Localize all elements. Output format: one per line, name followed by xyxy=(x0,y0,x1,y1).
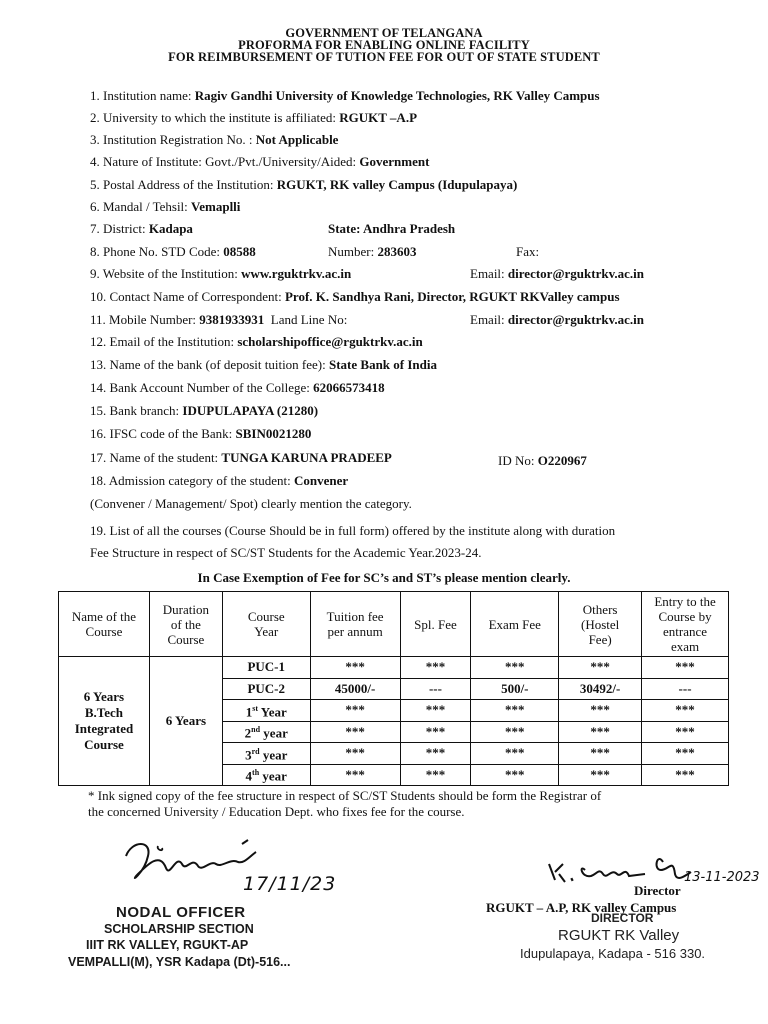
item-fax: Fax: xyxy=(516,244,540,259)
table-header-row xyxy=(59,592,729,657)
header-line-1: GOVERNMENT OF TELANGANA xyxy=(285,26,483,40)
spl-cell: *** xyxy=(400,657,471,679)
tuition-cell: *** xyxy=(310,700,400,722)
spl-cell: --- xyxy=(400,678,471,700)
tuition-cell: *** xyxy=(310,743,400,765)
header-exam-fee: Exam Fee xyxy=(471,592,559,657)
header-spl-fee: Spl. Fee xyxy=(400,592,471,657)
director-date: 13-11-2023 xyxy=(684,870,760,885)
item-phone-std: 8. Phone No. STD Code: 08588 xyxy=(90,244,256,259)
header-name-of-course: Name of the Course xyxy=(59,592,150,657)
item-student-name: 17. Name of the student: TUNGA KARUNA PRADEEP xyxy=(90,450,392,465)
year-cell: 4th year xyxy=(222,764,310,786)
director-title: Director xyxy=(634,883,681,898)
exam-cell: *** xyxy=(471,721,559,743)
item-state: State: Andhra Pradesh xyxy=(328,221,456,236)
tuition-cell: *** xyxy=(310,764,400,786)
item-ifsc: 16. IFSC code of the Bank: SBIN0021280 xyxy=(90,426,312,441)
year-cell: 3rd year xyxy=(222,743,310,765)
tuition-cell: 45000/- xyxy=(310,678,400,700)
others-cell: *** xyxy=(559,721,642,743)
director-stamp-address: Idupulapaya, Kadapa - 516 330. xyxy=(520,946,706,961)
exemption-note: In Case Exemption of Fee for SC’s and ST’s please mention clearly. xyxy=(197,570,571,585)
others-cell: *** xyxy=(559,764,642,786)
item-student-id: ID No: O220967 xyxy=(498,453,587,468)
spl-cell: *** xyxy=(400,721,471,743)
entry-cell: *** xyxy=(642,657,729,679)
footnote-line-2: the concerned University / Education Dept. who fixes fee for the course. xyxy=(88,804,465,819)
others-cell: *** xyxy=(559,743,642,765)
fee-structure-table xyxy=(58,591,729,786)
footnote-line-1: * Ink signed copy of the fee structure in respect of SC/ST Students should be form the Registrar of xyxy=(88,788,602,803)
item-courses-line-2: Fee Structure in respect of SC/ST Students for the Academic Year.2023-24. xyxy=(90,545,482,560)
year-cell: PUC-1 xyxy=(222,657,310,679)
item-courses-line-1: 19. List of all the courses (Course Should be in full form) offered by the institute along with duration xyxy=(90,523,616,538)
exam-cell: *** xyxy=(471,743,559,765)
tuition-cell: *** xyxy=(310,721,400,743)
header-course-year: Course Year xyxy=(222,592,310,657)
entry-cell: *** xyxy=(642,743,729,765)
header-line-3: FOR REIMBURSEMENT OF TUTION FEE FOR OUT OF STATE STUDENT xyxy=(168,50,600,64)
header-entry: Entry to the Course by entrance exam xyxy=(642,592,729,657)
nodal-stamp-section: SCHOLARSHIP SECTION xyxy=(104,922,254,936)
item-nature-of-institute: 4. Nature of Institute: Govt./Pvt./University/Aided: Government xyxy=(90,154,430,169)
item-postal-address: 5. Postal Address of the Institution: RGUKT, RK valley Campus (Idupulapaya) xyxy=(90,177,518,192)
nodal-officer-date: 17/11/23 xyxy=(243,873,337,895)
item-admission-category: 18. Admission category of the student: Convener xyxy=(90,473,349,488)
year-cell: PUC-2 xyxy=(222,678,310,700)
item-phone-number: Number: 283603 xyxy=(328,244,417,259)
item-bank-branch: 15. Bank branch: IDUPULAPAYA (21280) xyxy=(90,403,319,418)
item-district: 7. District: Kadapa xyxy=(90,221,193,236)
director-stamp-title: DIRECTOR xyxy=(591,911,654,925)
header-line-2: PROFORMA FOR ENABLING ONLINE FACILITY xyxy=(238,38,530,52)
exam-cell: 500/- xyxy=(471,678,559,700)
header-others: Others (Hostel Fee) xyxy=(559,592,642,657)
spl-cell: *** xyxy=(400,743,471,765)
director-stamp-campus: RGUKT RK Valley xyxy=(558,927,680,944)
others-cell: *** xyxy=(559,657,642,679)
item-institution-name: 1. Institution name: Ragiv Gandhi University of Knowledge Technologies, RK Valley Campus xyxy=(90,88,600,103)
tuition-cell: *** xyxy=(310,657,400,679)
item-institution-email: 12. Email of the Institution: scholarshipoffice@rguktrkv.ac.in xyxy=(90,334,423,349)
header-duration: Duration of the Course xyxy=(149,592,222,657)
duration-cell: 6 Years xyxy=(149,657,222,786)
nodal-stamp-institution: IIIT RK VALLEY, RGUKT-AP xyxy=(86,938,249,952)
others-cell: *** xyxy=(559,700,642,722)
others-cell: 30492/- xyxy=(559,678,642,700)
item-mobile-email: Email: director@rguktrkv.ac.in xyxy=(470,312,644,327)
item-mandal: 6. Mandal / Tehsil: Vemaplli xyxy=(90,199,241,214)
entry-cell: *** xyxy=(642,764,729,786)
exam-cell: *** xyxy=(471,657,559,679)
item-category-note: (Convener / Management/ Spot) clearly mention the category. xyxy=(90,496,412,511)
item-bank-name: 13. Name of the bank (of deposit tuition fee): State Bank of India xyxy=(90,357,437,372)
course-name-cell: 6 Years B.Tech Integrated Course xyxy=(59,657,150,786)
exam-cell: *** xyxy=(471,764,559,786)
entry-cell: *** xyxy=(642,721,729,743)
table-row xyxy=(59,657,729,679)
spl-cell: *** xyxy=(400,764,471,786)
exam-cell: *** xyxy=(471,700,559,722)
header-tuition-fee: Tuition fee per annum xyxy=(310,592,400,657)
item-correspondent: 10. Contact Name of Correspondent: Prof. K. Sandhya Rani, Director, RGUKT RKValley campus xyxy=(90,289,620,304)
item-mobile: 11. Mobile Number: 9381933931 Land Line No: xyxy=(90,312,348,327)
entry-cell: --- xyxy=(642,678,729,700)
item-registration-no: 3. Institution Registration No. : Not Applicable xyxy=(90,132,339,147)
year-cell: 2nd year xyxy=(222,721,310,743)
item-website-email: Email: director@rguktrkv.ac.in xyxy=(470,266,644,281)
spl-cell: *** xyxy=(400,700,471,722)
item-website: 9. Website of the Institution: www.rguktrkv.ac.in xyxy=(90,266,352,281)
item-university: 2. University to which the institute is affiliated: RGUKT –A.P xyxy=(90,110,418,125)
nodal-stamp-title: NODAL OFFICER xyxy=(116,904,246,921)
item-account-number: 14. Bank Account Number of the College: 62066573418 xyxy=(90,380,385,395)
entry-cell: *** xyxy=(642,700,729,722)
nodal-stamp-address: VEMPALLI(M), YSR Kadapa (Dt)-516... xyxy=(68,955,291,969)
year-cell: 1st Year xyxy=(222,700,310,722)
director-org: RGUKT – A.P, RK valley Campus xyxy=(486,900,677,915)
